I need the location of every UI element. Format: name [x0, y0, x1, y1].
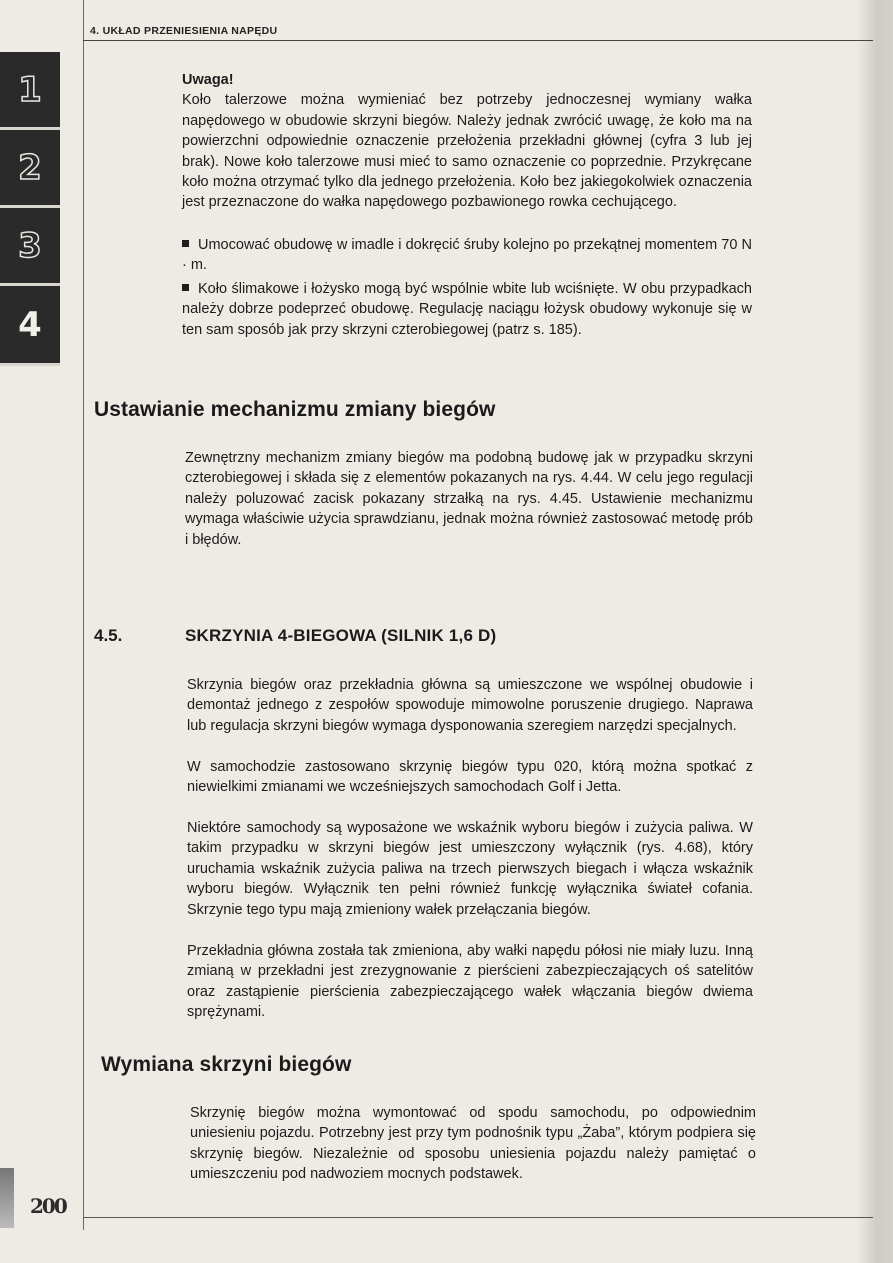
heading-gear-mechanism: Ustawianie mechanizmu zmiany biegów [94, 398, 496, 421]
bullet-1 [182, 235, 752, 276]
chapter-tab-1[interactable]: 1 [0, 52, 60, 130]
chapter-tab-4-active[interactable]: 4 [0, 286, 60, 366]
chapter-tab-3[interactable]: 3 [0, 208, 60, 286]
footer-rule [83, 1217, 873, 1218]
replace-gearbox-text: Skrzynię biegów można wymontować od spodu samochodu, po odpowiednim uniesieniu pojazdu. Potrzebny jest przy tym podnośnik typu „Żaba”, którym podpiera się skrzynię biegów. Niezależnie od sposobu uniesienia pojazdu należy pamiętać o umieszczeniu pod nadwoziem mocnych podstawek. [190, 1105, 756, 1183]
chapter-tabs [0, 52, 60, 366]
section-45-para-1: Skrzynia biegów oraz przekładnia główna są umieszczone we wspólnej obudowie i demontaż jednego z zespołów spowoduje mimowolne poruszenie drugiego. Naprawa lub regulacja skrzyni biegów wymaga dysponowania szeregiem narzędzi specjalnych. [187, 677, 753, 734]
bullet-2-text: Koło ślimakowe i łożysko mogą być wspólnie wbite lub wciśnięte. W obu przypadkach należy dobrze podeprzeć obudowę. Regulację naciągu łożysk obudowy wykonuje się w ten sam sposób jak przy skrzyni czterobiegowej (patrz s. 185). [182, 281, 752, 338]
section-45-para-4: Przekładnia główna została tak zmieniona, aby wałki napędu półosi nie miały luzu. Inną zmianą w przekładni jest zrezygnowanie z pierścieni zabezpieczających oś satelitów oraz zastąpienie pierścienia zabezpieczającego wałek włączania biegów dwiema sprężynami. [187, 943, 753, 1021]
note-text: Koło talerzowe można wymieniać bez potrzeby jednoczesnej wymiany wałka napędowego w obudowie skrzyni biegów. Należy jednak zwrócić uwagę, że koło ma na powierzchni odpowiednie oznaczenie przełożenia przekładni głównej (cyfra 3 lub jej brak). Nowe koło talerzowe musi mieć to samo oznaczenie co poprzednie. Przykręcane koło można otrzymać tylko dla jednego przełożenia. Koło bez jakiegokolwiek oznaczenia jest przeznaczone do wałka napędowego pozbawionego rowka cechującego. [182, 92, 752, 211]
section-45-para-2: W samochodzie zastosowano skrzynię biegów typu 020, którą można spotkać z niewielkimi zmianami we wcześniejszych samochodach Golf i Jetta. [187, 759, 753, 796]
page-number: 200 [30, 1194, 66, 1218]
header-rule [83, 40, 873, 41]
gutter-shadow [0, 1168, 14, 1228]
section-number: 4.5. [94, 626, 123, 645]
margin-rule [83, 0, 84, 1230]
heading-replace-gearbox: Wymiana skrzyni biegów [101, 1053, 352, 1076]
chapter-tab-2[interactable]: 2 [0, 130, 60, 208]
gear-mechanism-text: Zewnętrzny mechanizm zmiany biegów ma podobną budowę jak w przypadku skrzyni czterobiegowej i składa się z elementów pokazanych na rys. 4.44. W celu jego regulacji należy poluzować zacisk pokazany strzałką na rys. 4.45. Ustawienie mechanizmu wymaga właściwie użycia sprawdzianu, jednak można również zastosować metodę prób i błędów. [185, 450, 753, 548]
note-label: Uwaga! [182, 72, 234, 88]
note-block [182, 70, 752, 213]
section-45-para-3: Niektóre samochody są wyposażone we wskaźnik wyboru biegów i zużycia paliwa. W takim przypadku w skrzyni biegów jest umieszczony wyłącznik (rys. 4.68), który uruchamia wskaźnik zużycia paliwa na trzech pierwszych biegach i włącza wskaźnik wyboru biegów. Wyłącznik ten pełni również funkcję wyłącznika świateł cofania. Skrzynie tego typu mają zmieniony wałek przełączania biegów. [187, 820, 753, 918]
bullet-2 [182, 279, 752, 340]
bullet-1-text: Umocować obudowę w imadle i dokręcić śruby kolejno po przekątnej momentem 70 N · m. [182, 237, 752, 274]
section-title: SKRZYNIA 4-BIEGOWA (SILNIK 1,6 D) [185, 626, 497, 645]
running-head: 4. UKŁAD PRZENIESIENIA NAPĘDU [90, 25, 278, 37]
page-edge-shadow [857, 0, 893, 1263]
